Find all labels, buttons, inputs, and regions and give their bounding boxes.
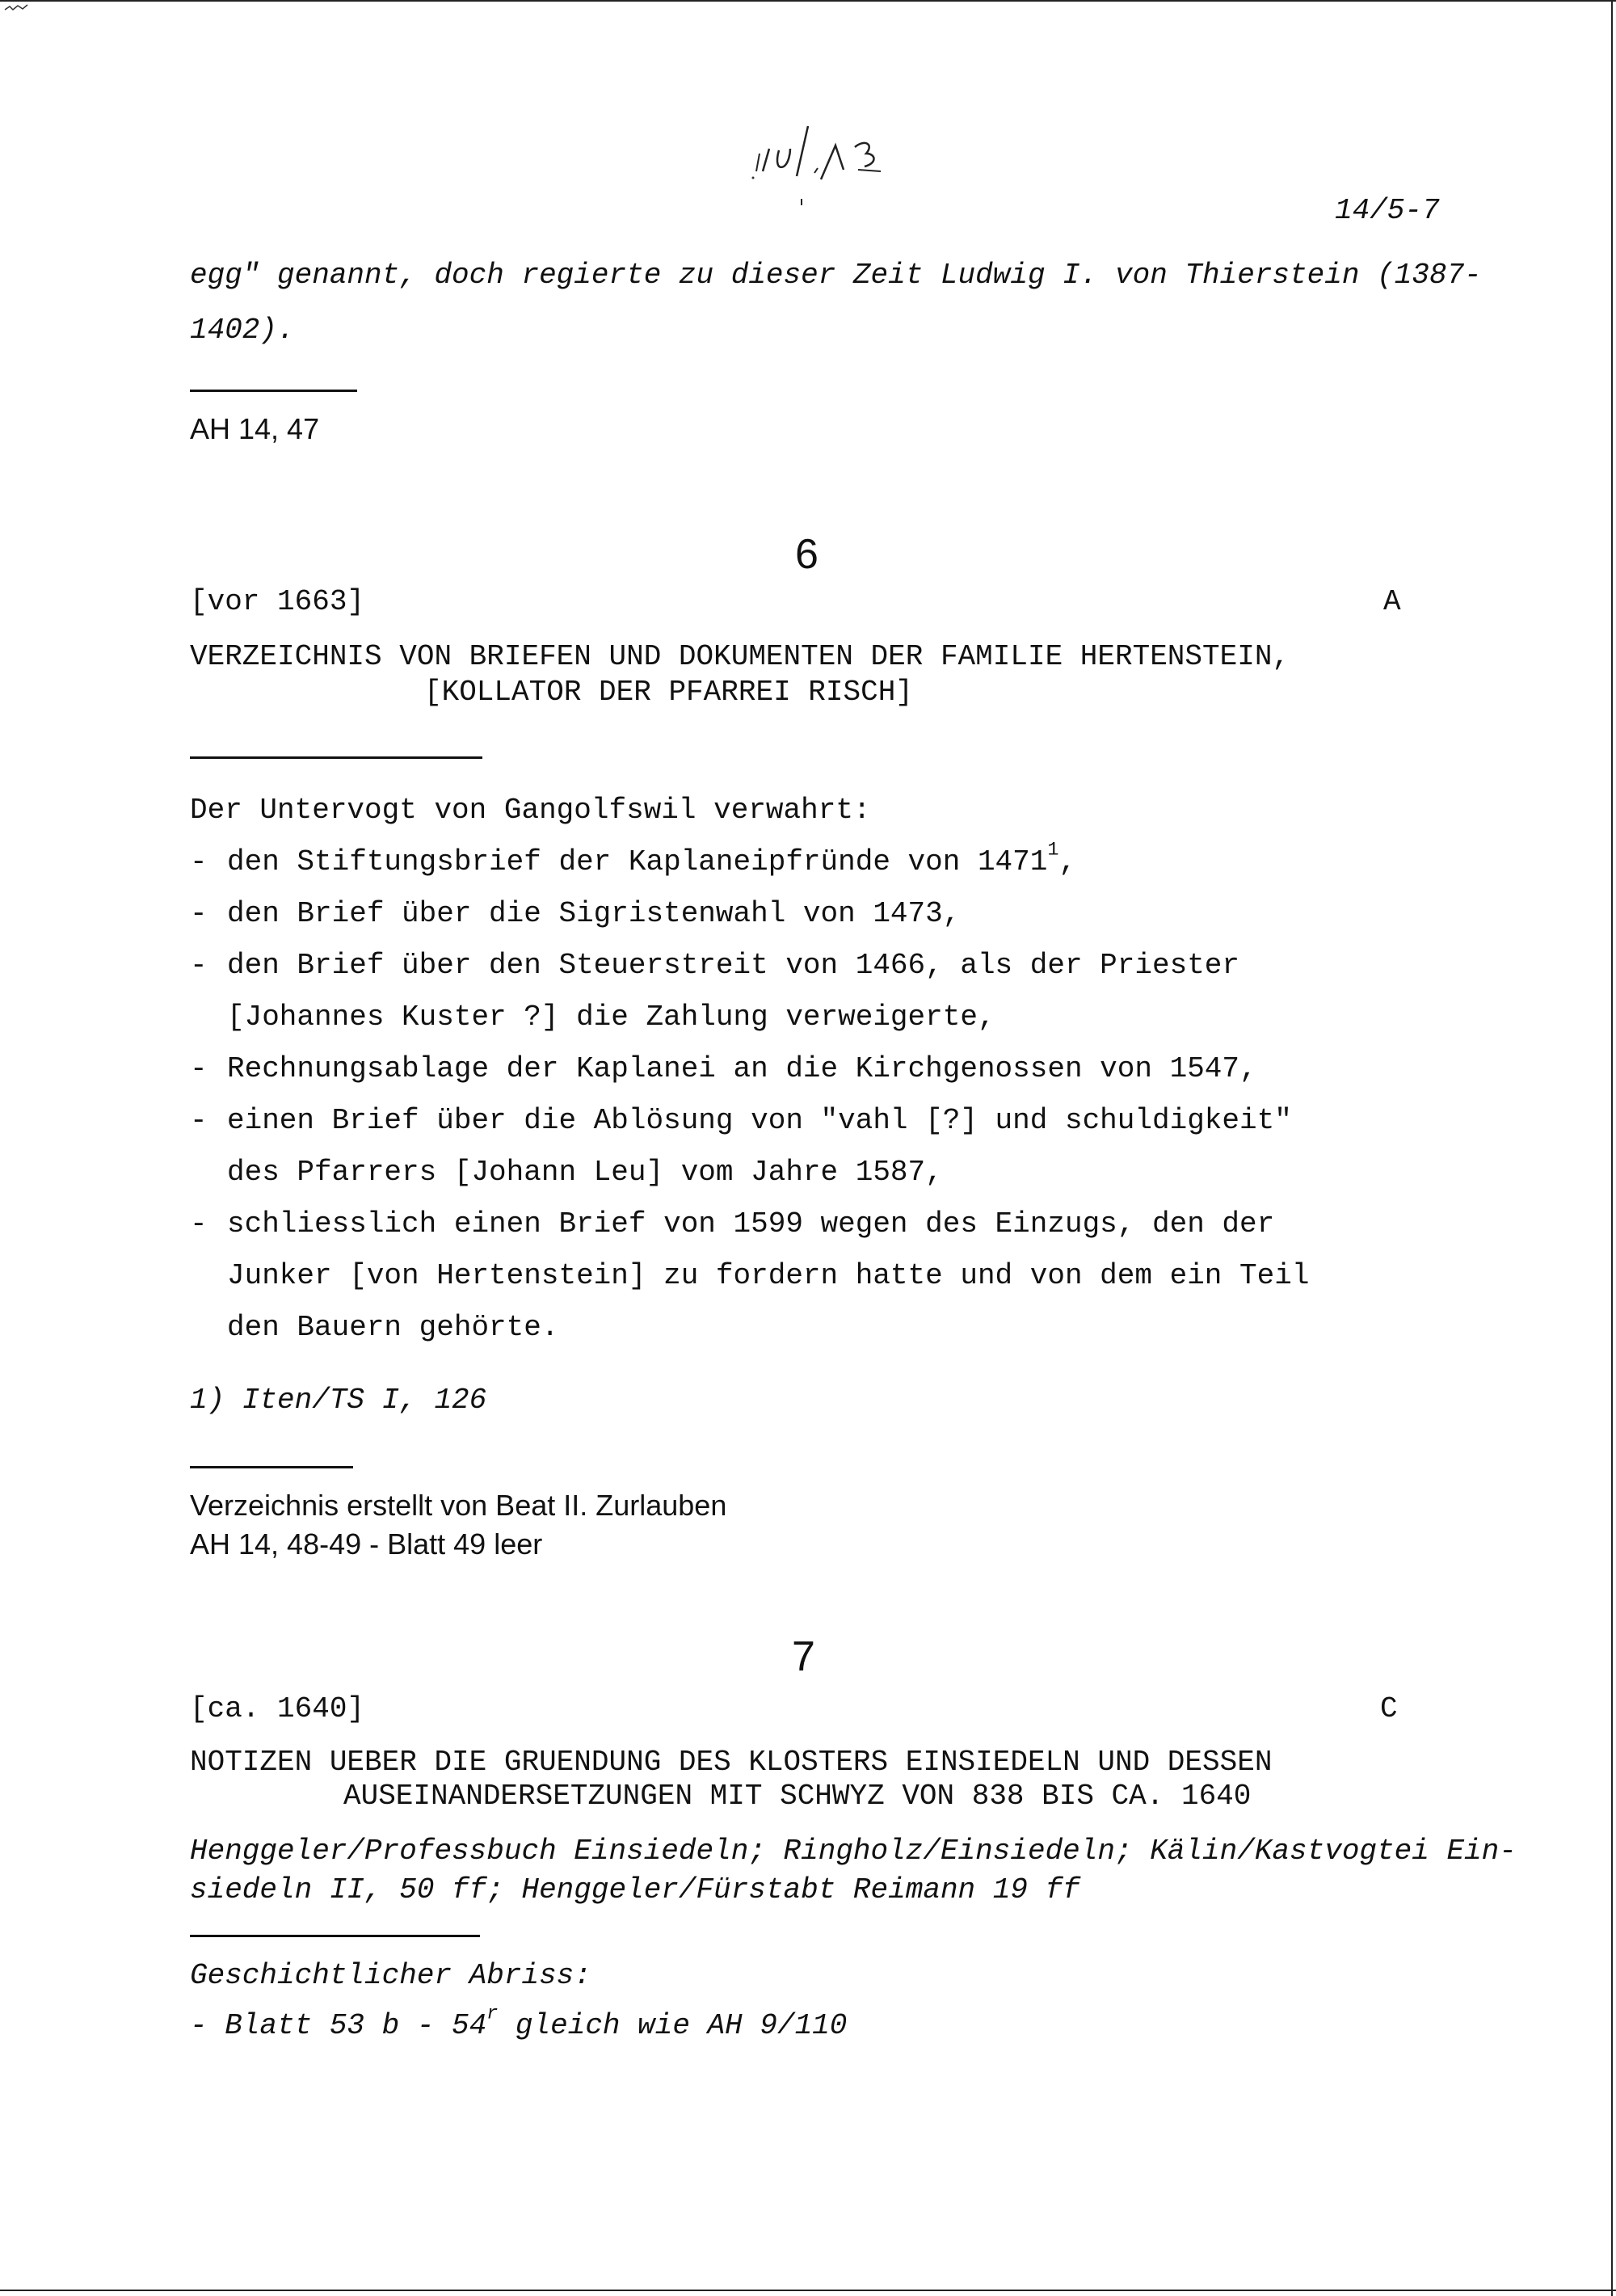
list-item-dash: - [190, 949, 208, 982]
abriss-item-superscript: r [486, 2003, 499, 2025]
list-item-text: schliesslich einen Brief von 1599 wegen des Einzugs, den der [227, 1207, 1275, 1241]
scan-border-right [1611, 0, 1613, 2296]
scan-border-top [0, 0, 1616, 2]
list-item-dash: - [190, 897, 208, 930]
abriss-item-text-tail: gleich wie AH 9/110 [498, 2009, 848, 2042]
entry-number: 7 [792, 1633, 815, 1680]
list-item-line [227, 1104, 1292, 1137]
list-item-text: Rechnungsablage der Kaplanei an die Kirchgenossen von 1547, [227, 1052, 1257, 1085]
list-item-line [227, 1207, 1274, 1241]
abriss-item-text: - Blatt 53 b - 54 [190, 2009, 487, 2042]
corner-mark-icon [3, 2, 36, 13]
footnote-marker: 1 [1047, 840, 1059, 862]
list-item-dash: - [190, 1104, 208, 1137]
scan-border-bottom [0, 2290, 1616, 2291]
abriss-item [190, 2003, 848, 2042]
list-item-line [227, 949, 1239, 982]
list-item-text: den Stiftungsbrief der Kaplaneipfründe von 1471 [227, 845, 1048, 878]
footnote: 1) Iten/TS I, 126 [190, 1384, 487, 1417]
list-item-text: Junker [von Hertenstein] zu fordern hatte und von dem ein Teil [227, 1259, 1310, 1292]
entry-date: [ca. 1640] [190, 1692, 365, 1725]
divider-rule [190, 1935, 480, 1937]
entry-title-line-2: AUSEINANDERSETZUNGEN MIT SCHWYZ VON 838 BIS CA. 1640 [343, 1780, 1252, 1813]
list-item-line [227, 1156, 943, 1189]
list-item-text: den Brief über den Steuerstreit von 1466, als der Priester [227, 949, 1240, 982]
list-item-line [227, 1311, 558, 1344]
entry-note-line-2: AH 14, 48-49 - Blatt 49 leer [190, 1527, 543, 1561]
literature-line-1: Henggeler/Professbuch Einsiedeln; Ringholz/Einsiedeln; Kälin/Kastvogtei Ein- [190, 1835, 1517, 1868]
list-item-text: des Pfarrers [Johann Leu] vom Jahre 1587, [227, 1156, 943, 1189]
divider-rule [190, 390, 357, 392]
page-reference: 14/5-7 [1335, 194, 1440, 227]
list-item-tail: , [1058, 845, 1077, 878]
intro-line-2: 1402). [190, 314, 295, 347]
list-item-line [227, 1259, 1309, 1292]
divider-rule [190, 1466, 353, 1468]
entry-note-line-1: Verzeichnis erstellt von Beat II. Zurlauben [190, 1489, 727, 1522]
divider-rule [190, 756, 482, 759]
list-item-text: den Bauern gehörte. [227, 1311, 559, 1344]
entry-category: A [1383, 585, 1401, 618]
list-item-dash: - [190, 1207, 208, 1241]
abriss-heading: Geschichtlicher Abriss: [190, 1959, 591, 1992]
list-item-line [227, 897, 960, 930]
literature-line-2: siedeln II, 50 ff; Henggeler/Fürstabt Reimann 19 ff [190, 1873, 1080, 1906]
entry-title-line-1: VERZEICHNIS VON BRIEFEN UND DOKUMENTEN DER FAMILIE HERTENSTEIN, [190, 640, 1290, 673]
entry-title-line-1: NOTIZEN UEBER DIE GRUENDUNG DES KLOSTERS EINSIEDELN UND DESSEN [190, 1746, 1273, 1779]
entry-date: [vor 1663] [190, 585, 365, 618]
list-item-line [227, 840, 1077, 878]
list-item-line [227, 1001, 995, 1034]
entry-title-line-2: [KOLLATOR DER PFARREI RISCH] [424, 676, 913, 709]
list-item-dash: - [190, 1052, 208, 1085]
entry-number: 6 [795, 531, 819, 578]
list-item-text: den Brief über die Sigristenwahl von 1473, [227, 897, 961, 930]
list-item-dash: - [190, 845, 208, 878]
source-reference: AH 14, 47 [190, 412, 320, 445]
entry-category: C [1380, 1692, 1398, 1725]
list-item-text: [Johannes Kuster ?] die Zahlung verweigerte, [227, 1001, 995, 1034]
entry-opening: Der Untervogt von Gangolfswil verwahrt: [190, 794, 871, 827]
handwritten-folio-mark [751, 121, 905, 210]
list-item-text: einen Brief über die Ablösung von "vahl [?] und schuldigkeit" [227, 1104, 1292, 1137]
list-item-line [227, 1052, 1257, 1085]
intro-line-1: egg" genannt, doch regierte zu dieser Zeit Ludwig I. von Thierstein (1387- [190, 259, 1482, 292]
